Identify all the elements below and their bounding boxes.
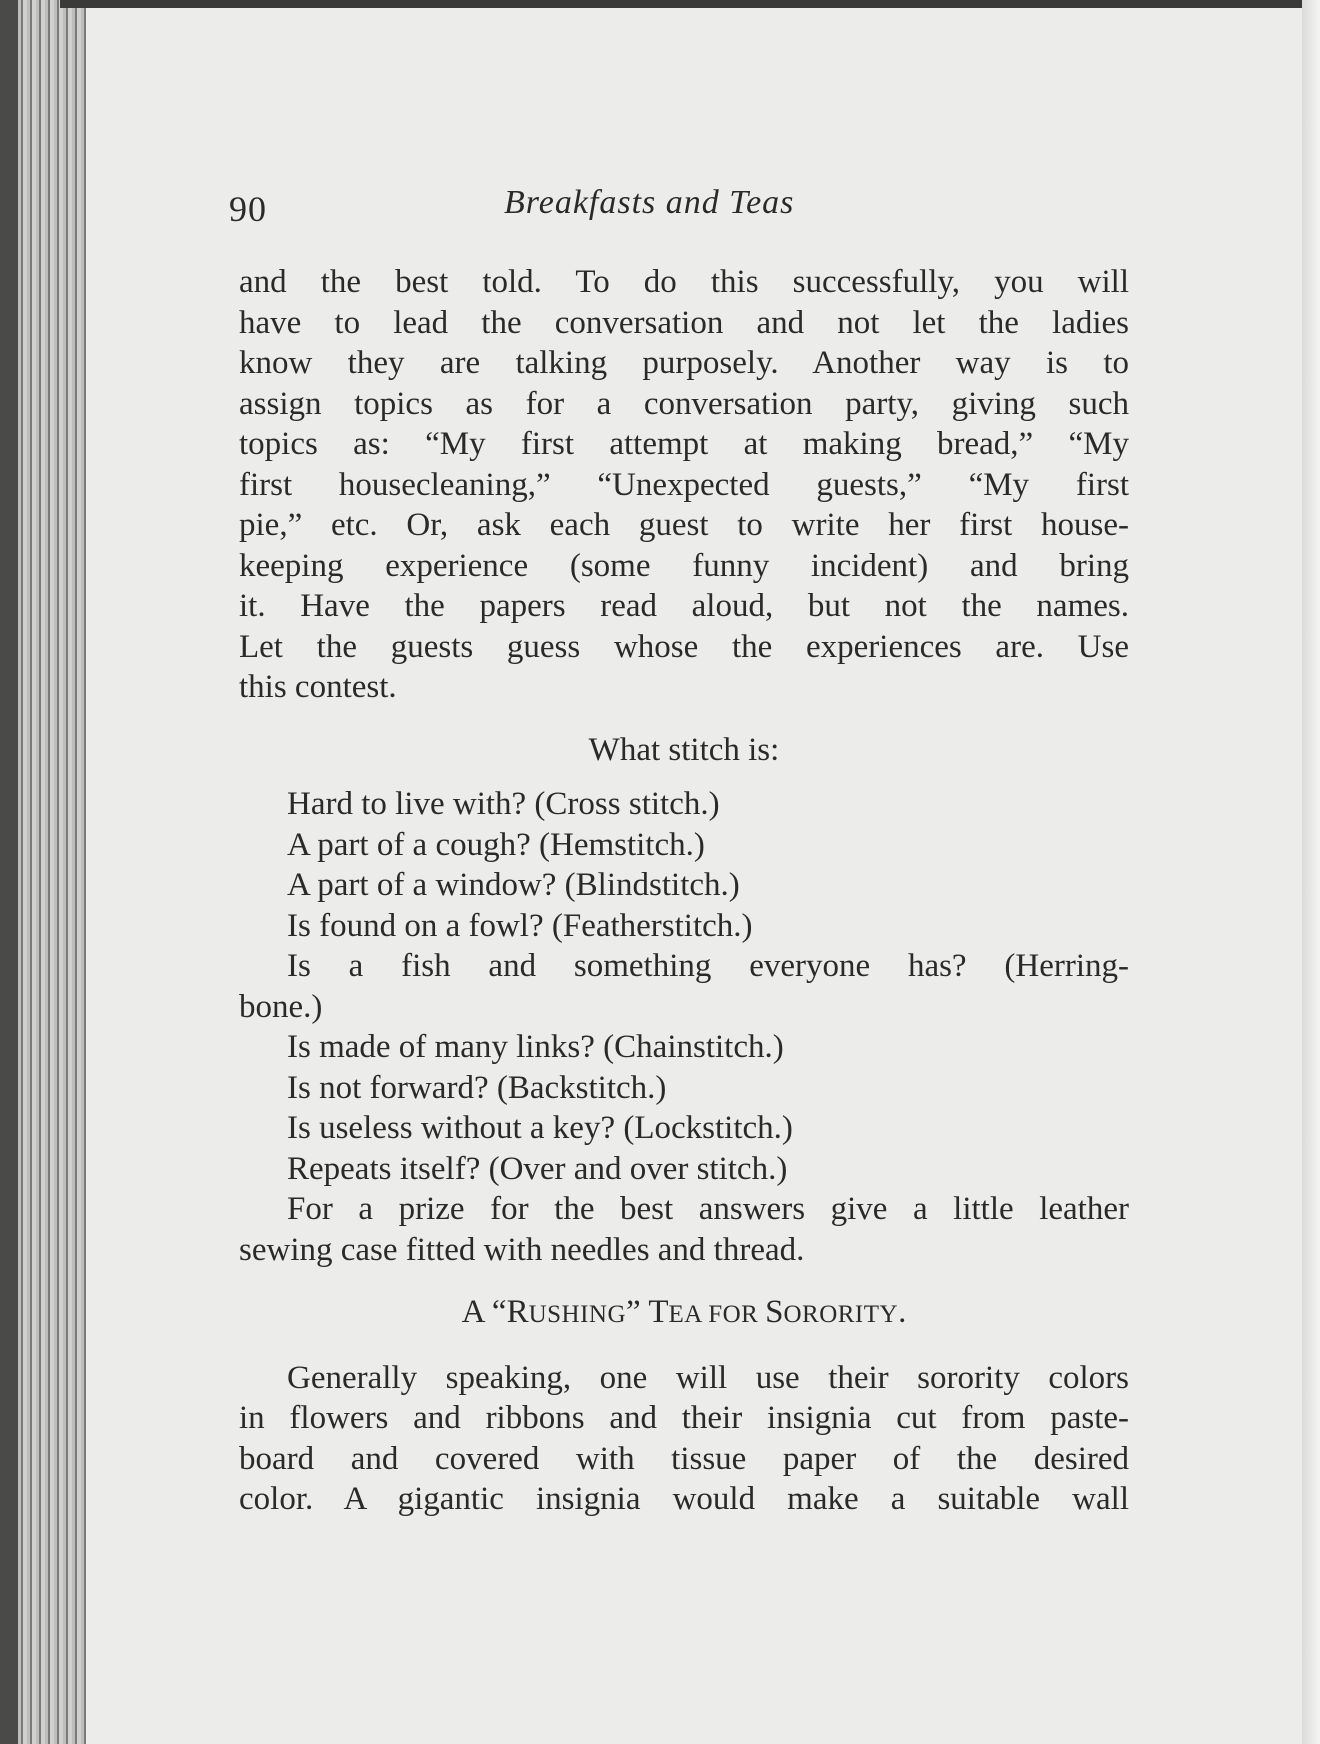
- contest-item: Is useless without a key? (Lockstitch.): [287, 1110, 793, 1146]
- text-line: Generally speaking, one will use their sorority colors: [287, 1359, 1129, 1396]
- paragraph-2: [239, 1358, 1129, 1520]
- book-spine-shadow: [0, 0, 18, 1744]
- section-heading-part: ” T: [626, 1294, 669, 1330]
- text-line: For a prize for the best answers give a little leather: [287, 1191, 1129, 1227]
- section-heading-part: ORORITY: [783, 1301, 899, 1328]
- page-text: [239, 262, 1129, 1520]
- section-heading-part: .: [898, 1294, 907, 1330]
- text-line: this contest.: [239, 669, 397, 705]
- contest-item: Is found on a fowl? (Featherstitch.): [287, 907, 753, 944]
- contest-item-continuation: bone.): [239, 988, 323, 1025]
- text-line: color. A gigantic insignia would make a suitable wall: [239, 1481, 1129, 1517]
- text-line: know they are talking purposely. Another way is to: [239, 345, 1129, 381]
- contest-item: Is not forward? (Backstitch.): [287, 1069, 667, 1106]
- text-line: topics as: “My first attempt at making bread,” “My: [239, 426, 1129, 462]
- text-line: first housecleaning,” “Unexpected guests,” “My first: [239, 466, 1129, 503]
- contest-item: Is made of many links? (Chainstitch.): [287, 1029, 784, 1065]
- contest-list: [239, 784, 1129, 1189]
- text-line: board and covered with tissue paper of the desired: [239, 1440, 1129, 1477]
- text-line: and the best told. To do this successfully, you will: [239, 264, 1129, 300]
- contest-item: Hard to live with? (Cross stitch.): [287, 786, 720, 822]
- contest-item: Repeats itself? (Over and over stitch.): [287, 1150, 788, 1187]
- scan-top-border: [60, 0, 1320, 8]
- section-heading: [239, 1292, 1129, 1336]
- text-line: keeping experience (some funny incident) and bring: [239, 547, 1129, 584]
- book-title: Breakfasts and Teas: [504, 184, 795, 221]
- contest-item: Is a fish and something everyone has? (Herring-: [287, 948, 1129, 984]
- text-line: Let the guests guess whose the experiences are. Use: [239, 628, 1129, 665]
- text-line: in flowers and ribbons and their insignia cut from paste-: [239, 1400, 1129, 1436]
- contest-item: A part of a cough? (Hemstitch.): [287, 826, 705, 863]
- text-line: sewing case fitted with needles and thread.: [239, 1231, 805, 1268]
- running-head: [229, 180, 1129, 230]
- section-heading-part: USHING: [528, 1301, 627, 1328]
- paragraph-1: [239, 262, 1129, 708]
- page-right-edge: [1302, 0, 1320, 1744]
- text-line: have to lead the conversation and not let the ladies: [239, 304, 1129, 341]
- section-heading-part: EA FOR: [668, 1301, 766, 1328]
- section-heading-part: A “R: [461, 1294, 529, 1330]
- page-number: 90: [229, 189, 267, 229]
- text-line: assign topics as for a conversation party, giving such: [239, 385, 1129, 422]
- text-line: pie,” etc. Or, ask each guest to write her first house-: [239, 507, 1129, 543]
- prize-paragraph: [239, 1189, 1129, 1270]
- text-line: it. Have the papers read aloud, but not the names.: [239, 588, 1129, 624]
- section-heading-part: S: [765, 1294, 784, 1330]
- contest-heading: What stitch is:: [588, 731, 780, 768]
- contest-item: A part of a window? (Blindstitch.): [287, 867, 740, 903]
